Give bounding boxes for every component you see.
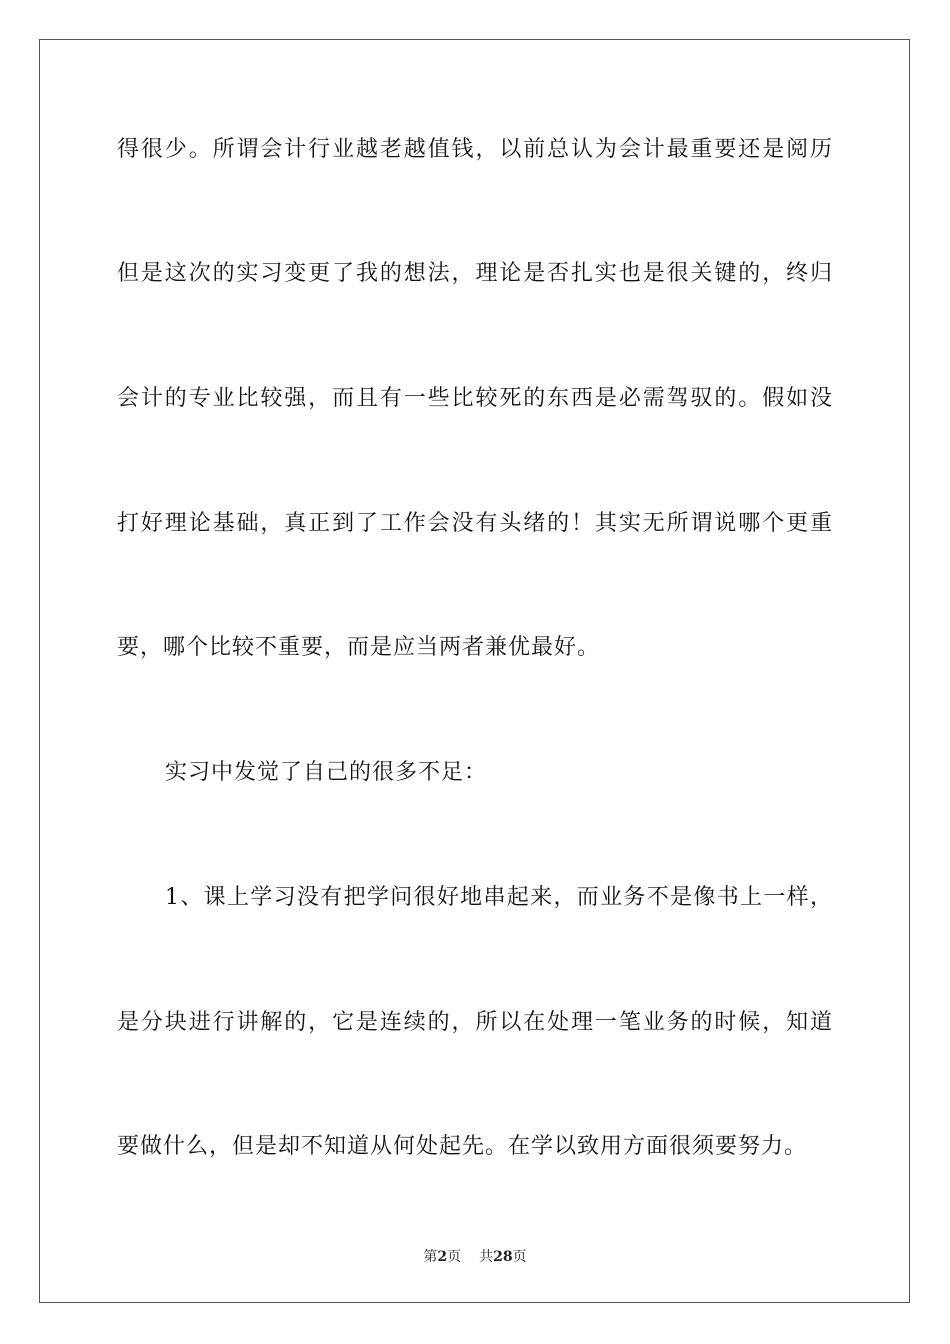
body-text-line-9: 要做什么，但是却不知道从何处起先。在学以致用方面很须要努力。	[117, 1134, 808, 1159]
body-text-line-2: 但是这次的实习变更了我的想法，理论是否扎实也是很关键的，终归	[117, 261, 833, 286]
page-border	[39, 39, 910, 1303]
page-prefix: 第	[423, 1249, 438, 1265]
total-prefix: 共	[479, 1249, 494, 1265]
body-text-line-4: 打好理论基础，真正到了工作会没有头绪的！其实无所谓说哪个更重	[117, 511, 833, 536]
body-text-line-3: 会计的专业比较强，而且有一些比较死的东西是必需驾驭的。假如没	[117, 386, 833, 411]
page-number: 2	[437, 1249, 448, 1265]
total-suffix: 页	[512, 1249, 527, 1265]
body-text-line-5: 要，哪个比较不重要，而是应当两者兼优最好。	[117, 635, 601, 660]
body-text-line-8: 是分块进行讲解的，它是连续的，所以在处理一笔业务的时候，知道	[117, 1010, 833, 1035]
body-text-line-1: 得很少。所谓会计行业越老越值钱，以前总认为会计最重要还是阅历	[117, 137, 833, 162]
body-text-line-7: 1、课上学习没有把学问很好地串起来，而业务不是像书上一样，	[165, 885, 833, 910]
page-suffix: 页	[447, 1249, 462, 1265]
page-total: 28	[493, 1249, 513, 1265]
page-footer	[0, 1248, 950, 1266]
body-text-line-6: 实习中发觉了自己的很多不足：	[165, 760, 488, 785]
